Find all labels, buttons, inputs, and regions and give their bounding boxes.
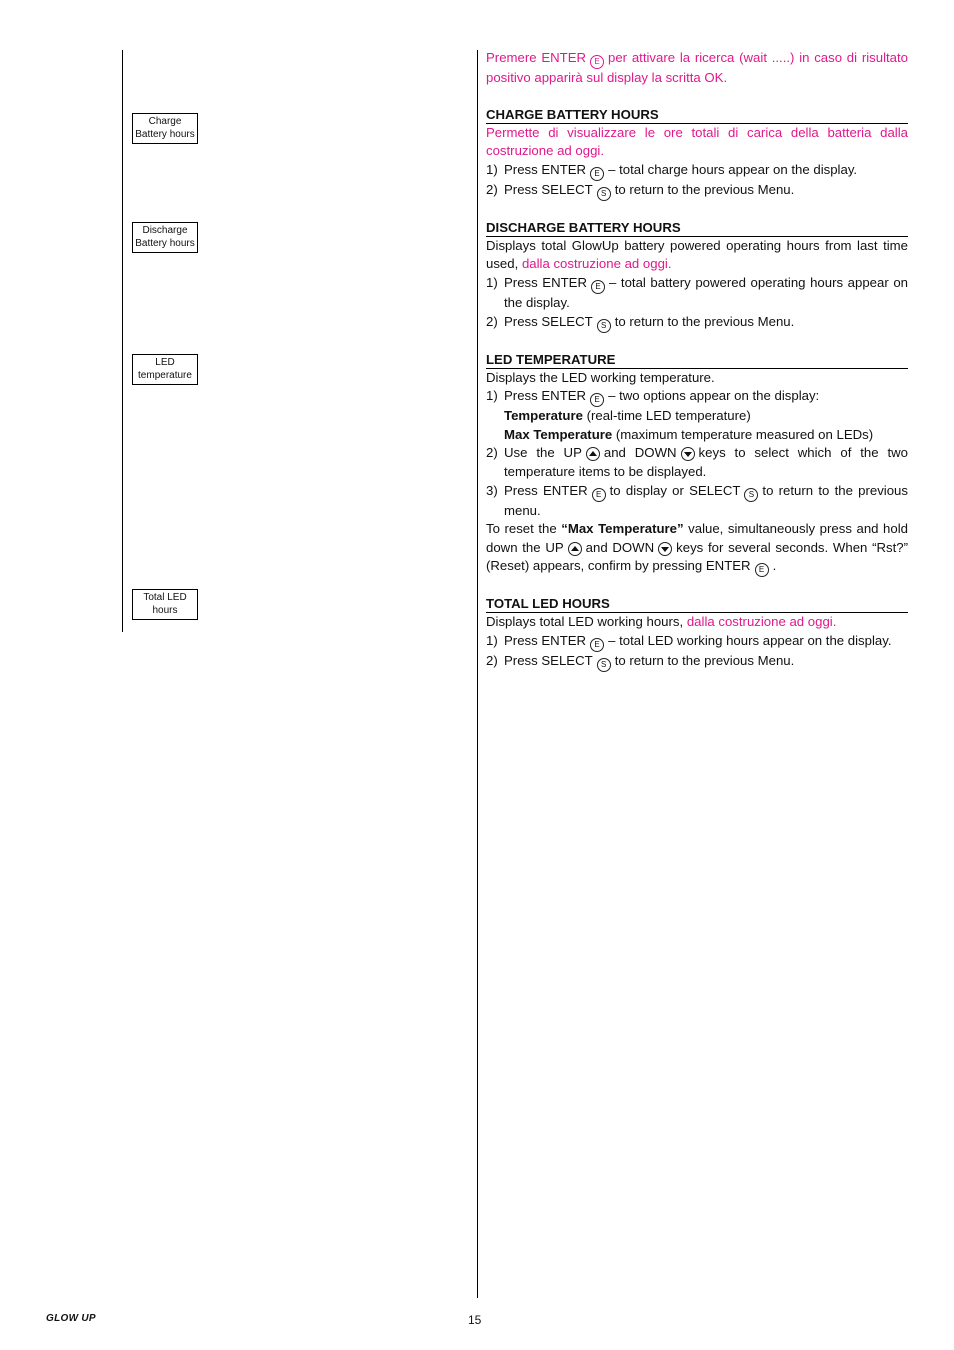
step-text: – two options appear on the display: [608, 388, 820, 404]
step-text: Press ENTER [504, 482, 588, 498]
select-key-icon: S [597, 319, 611, 333]
step-text: Use the UP [504, 445, 582, 461]
step-number: 1) [486, 274, 498, 290]
reset-text-bold: “Max Temperature” [561, 521, 684, 537]
menu-box-line1: Charge [148, 116, 182, 127]
step-text: Press ENTER [504, 161, 587, 177]
step-item [486, 632, 908, 652]
menu-box-line1: Discharge [142, 225, 188, 236]
page-number: 15 [468, 1313, 482, 1327]
desc-text-pink: dalla costruzione ad oggi. [521, 256, 672, 272]
instructions-column [486, 49, 908, 672]
step-text: – total LED working hours appear on the display. [608, 632, 892, 648]
menu-box-charge-battery-hours [132, 113, 198, 144]
column-divider [477, 50, 478, 1298]
intro-text-2: per attivare la ricerca (wait .....) in caso di risultato positivo apparirà sul display la scritta OK. [486, 50, 908, 85]
step-text: to display or SELECT [609, 482, 741, 498]
step-text: Press ENTER [504, 632, 587, 648]
left-menu-line [122, 50, 123, 632]
section-charge-battery-hours [486, 106, 908, 201]
step-text: Press ENTER [504, 274, 587, 290]
option-temperature [486, 407, 908, 426]
step-text: – total battery powered operating hours appear on the display. [504, 274, 908, 310]
up-key-icon [586, 447, 600, 461]
step-item [486, 482, 908, 521]
reset-text: and DOWN [585, 539, 655, 555]
reset-text: keys for several seconds. When “Rst?” (Reset) appears, confirm by pressing ENTER [486, 539, 908, 574]
enter-key-icon: E [592, 488, 606, 502]
enter-key-icon: E [590, 393, 604, 407]
section-description [486, 613, 908, 632]
menu-box-line2: temperature [138, 369, 192, 381]
up-key-icon [568, 542, 582, 556]
menu-box-line1: LED [155, 357, 175, 368]
step-number: 1) [486, 632, 498, 648]
step-text: Press SELECT [504, 181, 593, 197]
step-item [486, 161, 908, 181]
section-title: LED TEMPERATURE [486, 351, 908, 369]
section-led-temperature [486, 351, 908, 578]
option-label: Max Temperature [504, 426, 613, 442]
reset-text: To reset the [486, 521, 557, 537]
section-description [486, 237, 908, 274]
menu-box-led-temperature [132, 354, 198, 385]
step-text: keys to select which of the two temperature items to be displayed. [504, 445, 909, 479]
footer-brand: GLOW UP [46, 1313, 96, 1324]
menu-box-line1: Total LED [143, 592, 187, 603]
step-item [486, 652, 908, 672]
reset-text: . [772, 558, 777, 574]
option-label: Temperature [504, 408, 583, 424]
step-text: – total charge hours appear on the display. [608, 161, 858, 177]
section-discharge-battery-hours [486, 219, 908, 333]
reset-text: value, simultaneously press and hold down the UP [486, 521, 908, 555]
step-number: 1) [486, 161, 498, 177]
step-number: 2) [486, 652, 498, 668]
step-item [486, 181, 908, 201]
menu-box-discharge-battery-hours [132, 222, 198, 253]
enter-key-icon: E [591, 280, 605, 294]
section-title: DISCHARGE BATTERY HOURS [486, 219, 908, 237]
enter-key-icon: E [590, 55, 604, 69]
step-text: Press ENTER [504, 388, 587, 404]
step-text: Press SELECT [504, 652, 593, 668]
step-number: 2) [486, 181, 498, 197]
desc-text: Displays total GlowUp battery powered operating hours from last time used, [486, 237, 908, 272]
step-text: to return to the previous Menu. [614, 652, 795, 668]
intro-paragraph [486, 49, 908, 88]
enter-key-icon: E [590, 167, 604, 181]
step-item [486, 387, 908, 407]
desc-text-pink: dalla costruzione ad oggi. [686, 614, 837, 630]
reset-instructions [486, 520, 908, 577]
step-item [486, 313, 908, 333]
section-total-led-hours [486, 595, 908, 672]
section-title: TOTAL LED HOURS [486, 595, 908, 613]
intro-text-1: Premere ENTER [486, 50, 587, 65]
section-description: Displays the LED working temperature. [486, 369, 715, 385]
section-title: CHARGE BATTERY HOURS [486, 106, 908, 124]
down-key-icon [681, 447, 695, 461]
option-desc: (real-time LED temperature) [586, 408, 751, 424]
menu-box-total-led-hours [132, 589, 198, 620]
option-max-temperature [486, 426, 908, 445]
step-item [486, 444, 908, 481]
step-number: 1) [486, 388, 498, 404]
select-key-icon: S [744, 488, 758, 502]
enter-key-icon: E [590, 638, 604, 652]
desc-text: Displays total LED working hours, [486, 614, 684, 630]
menu-box-line2: hours [152, 604, 178, 616]
step-text: Press SELECT [504, 313, 593, 329]
step-text: and DOWN [603, 445, 677, 461]
step-number: 3) [486, 482, 498, 498]
step-text: to return to the previous menu. [504, 482, 908, 518]
option-desc: (maximum temperature measured on LEDs) [615, 426, 874, 442]
down-key-icon [658, 542, 672, 556]
step-text: to return to the previous Menu. [614, 313, 795, 329]
menu-box-line2: Battery hours [135, 237, 195, 249]
select-key-icon: S [597, 187, 611, 201]
step-text: to return to the previous Menu. [614, 181, 795, 197]
select-key-icon: S [597, 658, 611, 672]
step-number: 2) [486, 445, 498, 461]
menu-box-line2: Battery hours [135, 128, 195, 140]
step-item [486, 274, 908, 313]
step-number: 2) [486, 313, 498, 329]
section-description: Permette di visualizzare le ore totali di carica della batteria dalla costruzione ad oggi. [486, 124, 908, 159]
enter-key-icon: E [755, 563, 769, 577]
